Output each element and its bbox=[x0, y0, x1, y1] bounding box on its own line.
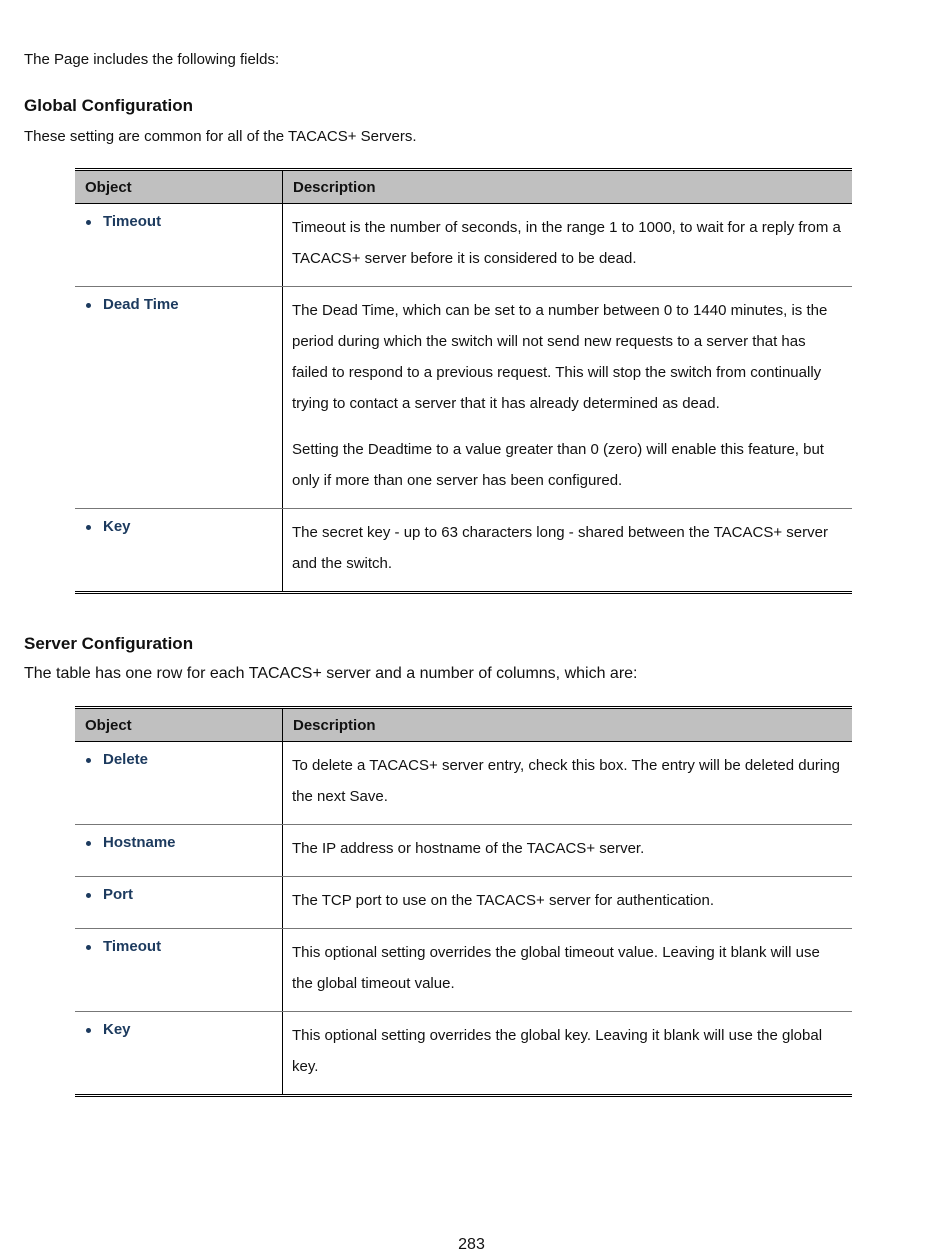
description-text: To delete a TACACS+ server entry, check this box. The entry will be deleted during the next Save. bbox=[292, 757, 840, 805]
global-config-heading: Global Configuration bbox=[24, 96, 194, 115]
column-header-object: Object bbox=[75, 170, 283, 204]
table-row bbox=[75, 509, 852, 593]
column-header-description: Description bbox=[283, 170, 853, 204]
description-cell bbox=[283, 1012, 853, 1096]
description-text: Timeout is the number of seconds, in the range 1 to 1000, to wait for a reply from a TACACS+ server before it is considered to be dead. bbox=[292, 219, 841, 267]
bullet-icon bbox=[86, 758, 91, 763]
table-row bbox=[75, 825, 852, 877]
object-cell bbox=[75, 509, 283, 593]
server-config-heading: Server Configuration bbox=[24, 634, 194, 653]
description-cell bbox=[283, 509, 853, 593]
description-text: The TCP port to use on the TACACS+ server for authentication. bbox=[292, 892, 715, 909]
bullet-icon bbox=[86, 893, 91, 898]
description-text: The Dead Time, which can be set to a number between 0 to 1440 minutes, is the period during which the switch will not send new requests to a server that has failed to respond to a previous request. This will stop the switch from continually trying to contact a server that it has already determined as dead. bbox=[292, 302, 828, 412]
object-item bbox=[84, 1020, 272, 1040]
description-cell bbox=[283, 742, 853, 825]
object-cell bbox=[75, 204, 283, 287]
table-row bbox=[75, 1012, 852, 1096]
description-text: The secret key - up to 63 characters long - shared between the TACACS+ server and the switch. bbox=[292, 524, 828, 572]
global-config-table bbox=[75, 168, 852, 594]
object-item bbox=[84, 937, 272, 957]
bullet-icon bbox=[86, 303, 91, 308]
bullet-icon bbox=[86, 1028, 91, 1033]
object-cell bbox=[75, 877, 283, 929]
object-name: Delete bbox=[103, 751, 149, 768]
intro-text: The Page includes the following fields: bbox=[24, 51, 280, 68]
column-header-description: Description bbox=[283, 708, 853, 742]
table-row bbox=[75, 287, 852, 509]
object-name: Key bbox=[103, 518, 131, 535]
description-cell bbox=[283, 825, 853, 877]
bullet-icon bbox=[86, 945, 91, 950]
object-name: Key bbox=[103, 1021, 131, 1038]
object-cell bbox=[75, 1012, 283, 1096]
object-item bbox=[84, 885, 272, 905]
object-cell bbox=[75, 287, 283, 509]
object-name: Timeout bbox=[103, 938, 162, 955]
object-name: Timeout bbox=[103, 213, 162, 230]
object-item bbox=[84, 517, 272, 537]
description-cell bbox=[283, 929, 853, 1012]
bullet-icon bbox=[86, 841, 91, 846]
table-row bbox=[75, 204, 852, 287]
server-config-subtitle: The table has one row for each TACACS+ server and a number of columns, which are: bbox=[24, 665, 638, 682]
object-item bbox=[84, 295, 272, 315]
server-config-table bbox=[75, 706, 852, 1097]
object-item bbox=[84, 833, 272, 853]
object-cell bbox=[75, 825, 283, 877]
page-number: 283 bbox=[458, 1236, 485, 1253]
bullet-icon bbox=[86, 525, 91, 530]
table-row bbox=[75, 929, 852, 1012]
description-text: The IP address or hostname of the TACACS+ server. bbox=[292, 840, 645, 857]
bullet-icon bbox=[86, 220, 91, 225]
description-text: This optional setting overrides the global key. Leaving it blank will use the global key. bbox=[292, 1027, 823, 1075]
description-cell bbox=[283, 204, 853, 287]
object-cell bbox=[75, 742, 283, 825]
object-item bbox=[84, 750, 272, 770]
object-name: Port bbox=[103, 886, 133, 903]
description-cell bbox=[283, 287, 853, 509]
object-item bbox=[84, 212, 272, 232]
description-text: This optional setting overrides the global timeout value. Leaving it blank will use the global timeout value. bbox=[292, 944, 820, 992]
description-cell bbox=[283, 877, 853, 929]
table-row bbox=[75, 877, 852, 929]
object-cell bbox=[75, 929, 283, 1012]
object-name: Hostname bbox=[103, 834, 176, 851]
description-text: Setting the Deadtime to a value greater than 0 (zero) will enable this feature, but only if more than one server has been configured. bbox=[292, 441, 824, 489]
global-config-subtitle: These setting are common for all of the TACACS+ Servers. bbox=[24, 128, 417, 145]
object-name: Dead Time bbox=[103, 296, 179, 313]
table-row bbox=[75, 742, 852, 825]
column-header-object: Object bbox=[75, 708, 283, 742]
